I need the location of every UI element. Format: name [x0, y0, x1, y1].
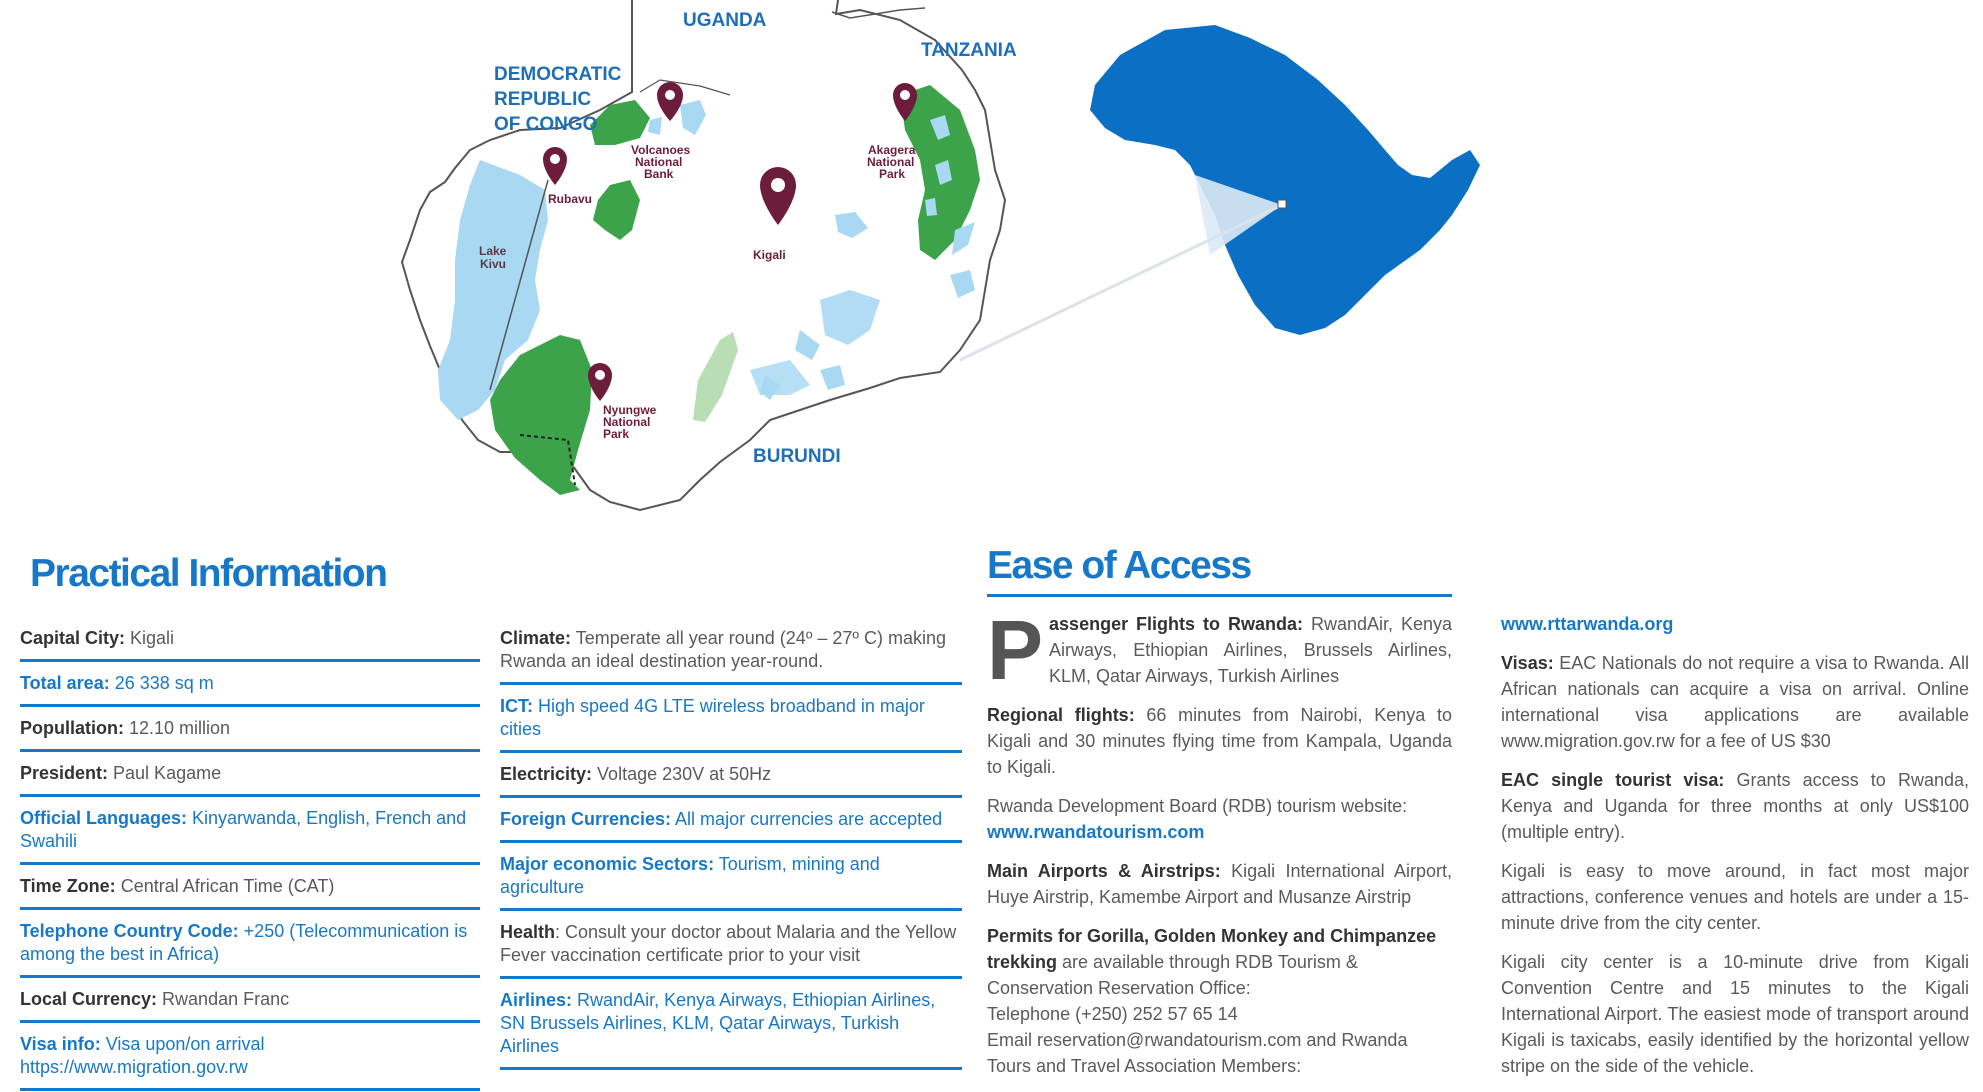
- label-drc-2: REPUBLIC: [494, 89, 592, 110]
- label-lake-1: Lake: [479, 244, 507, 258]
- info-key: Time Zone:: [20, 876, 116, 896]
- info-telephone: [20, 916, 480, 978]
- passenger-flights-label: assenger Flights to Rwanda:: [1049, 614, 1303, 634]
- label-akagera-1: Akagera: [868, 143, 916, 157]
- label-drc-3: OF CONGO: [494, 114, 598, 135]
- rdb-website-text: Rwanda Development Board (RDB) tourism website:: [987, 796, 1408, 816]
- info-value: High speed 4G LTE wireless broadband in major cities: [500, 696, 925, 739]
- info-value: All major currencies are accepted: [671, 809, 943, 829]
- kigali-center-text: Kigali city center is a 10-minute drive from Kigali Convention Centre and 15 minutes to the Kigali International Airport. The easiest mode of transport around Kigali is taxicabs, easily identified by the horizontal yellow stripe on the side of the vehicle.: [1501, 952, 1969, 1076]
- info-key: Local Currency:: [20, 989, 158, 1009]
- rttarwanda-link[interactable]: www.rttarwanda.org: [1501, 614, 1674, 634]
- info-value: +250 (Telecommunication is among the best in Africa): [20, 921, 468, 964]
- rwandatourism-link[interactable]: www.rwandatourism.com: [987, 822, 1205, 842]
- label-tanzania: TANZANIA: [921, 40, 1017, 61]
- visas: [1501, 650, 1969, 754]
- kigali-easy: [1501, 858, 1969, 936]
- label-akagera-2: National: [867, 155, 915, 169]
- visas-label: Visas:: [1501, 653, 1554, 673]
- label-uganda: UGANDA: [683, 10, 767, 31]
- info-sectors: [500, 849, 962, 911]
- passenger-flights-text: RwandAir, Kenya Airways, Ethiopian Airlines, Brussels Airlines, KLM, Qatar Airways, Turkish Airlines: [1049, 614, 1452, 686]
- practical-title: Practical Information: [30, 552, 387, 595]
- info-value[interactable]: Visa upon/on arrival https://www.migration.gov.rw: [20, 1034, 265, 1077]
- regional-flights-label: Regional flights:: [987, 705, 1135, 725]
- drop-cap: P: [987, 603, 1044, 697]
- main-airports-label: Main Airports & Airstrips:: [987, 861, 1221, 881]
- passenger-flights: [987, 603, 1452, 697]
- label-kigali: Kigali: [753, 248, 786, 262]
- rwanda-map: [0, 0, 1983, 520]
- permits-email: Email reservation@rwandatourism.com and Rwanda Tours and Travel Association Members:: [987, 1030, 1408, 1076]
- info-value: 12.10 million: [123, 718, 231, 738]
- info-key: President:: [20, 763, 109, 783]
- info-area: [20, 668, 480, 707]
- label-volcanoes-3: Bank: [644, 167, 674, 181]
- practical-left-column: [20, 623, 480, 1091]
- info-population: [20, 713, 480, 752]
- info-key: Foreign Currencies:: [500, 809, 672, 829]
- permits-label: Permits for Gorilla, Golden Monkey and Chimpanzee trekking: [987, 926, 1437, 972]
- label-rubavu: Rubavu: [548, 192, 593, 206]
- info-president: [20, 758, 480, 797]
- info-value: Tourism, mining and agriculture: [500, 854, 880, 897]
- info-health: [500, 917, 962, 979]
- info-value: Paul Kagame: [108, 763, 222, 783]
- info-ict: [500, 691, 962, 753]
- label-volcanoes-2: National: [635, 155, 683, 169]
- access-column-2: [1501, 611, 1969, 1092]
- info-key: Electricity:: [500, 764, 593, 784]
- info-key: Official Languages:: [20, 808, 188, 828]
- info-key: Total area:: [20, 673, 110, 693]
- info-value: Temperate all year round (24º – 27º C) making Rwanda an ideal destination year-round.: [500, 628, 947, 671]
- regional-flights: [987, 702, 1452, 780]
- practical-right-column: [500, 623, 962, 1070]
- label-volcanoes-1: Volcanoes: [631, 143, 691, 157]
- label-nyungwe-3: Park: [603, 427, 630, 441]
- africa-continent: [1090, 25, 1480, 335]
- main-airports-text: Kigali International Airport, Huye Airstrip, Kamembe Airport and Musanze Airstrip: [987, 861, 1452, 907]
- label-burundi: BURUNDI: [753, 446, 841, 467]
- info-key: Capital City:: [20, 628, 126, 648]
- kigali-center: [1501, 949, 1969, 1079]
- info-key: Climate:: [500, 628, 572, 648]
- permits-phone: Telephone (+250) 252 57 65 14: [987, 1004, 1238, 1024]
- info-value: Rwandan Franc: [157, 989, 290, 1009]
- rdb-website: [987, 793, 1452, 845]
- permits-text: are available through RDB Tourism & Conservation Reservation Office:: [987, 952, 1358, 998]
- info-value: 26 338 sq m: [109, 673, 214, 693]
- label-drc-1: DEMOCRATIC: [494, 64, 622, 85]
- info-currency: [20, 984, 480, 1023]
- label-nyungwe-2: National: [603, 415, 651, 429]
- info-visa[interactable]: [20, 1029, 480, 1091]
- info-value: RwandAir, Kenya Airways, Ethiopian Airlines, SN Brussels Airlines, KLM, Qatar Airways, Turkish Airlines: [500, 990, 936, 1056]
- info-key: Visa info:: [20, 1034, 101, 1054]
- info-key: Airlines:: [500, 990, 573, 1010]
- info-value: Kinyarwanda, English, French and Swahili: [20, 808, 467, 851]
- info-key: ICT:: [500, 696, 533, 716]
- info-key: Major economic Sectors:: [500, 854, 715, 874]
- visas-text: EAC Nationals do not require a visa to Rwanda. All African nationals can acquire a visa on arrival. Online international visa applications are available www.migration.gov.rw for a fee of US $30: [1501, 653, 1969, 751]
- regional-flights-text: 66 minutes from Nairobi, Kenya to Kigali and 30 minutes flying time from Kampala, Uganda to Kigali.: [987, 705, 1452, 777]
- info-value: Central African Time (CAT): [115, 876, 335, 896]
- info-climate: [500, 623, 962, 685]
- info-key: Popullation:: [20, 718, 124, 738]
- rtta-website: [1501, 611, 1969, 637]
- access-column-1: [987, 603, 1452, 1092]
- eac-visa-text: Grants access to Rwanda, Kenya and Uganda for three months at only US$100 (multiple entry).: [1501, 770, 1969, 842]
- info-key: Health: [500, 922, 556, 942]
- label-nyungwe-1: Nyungwe: [603, 403, 657, 417]
- info-airlines: [500, 985, 962, 1070]
- info-electricity: [500, 759, 962, 798]
- info-value: : Consult your doctor about Malaria and the Yellow Fever vaccination certificate prior to your visit: [500, 922, 957, 965]
- eac-visa: [1501, 767, 1969, 845]
- access-title: Ease of Access: [987, 544, 1251, 587]
- info-capital: [20, 623, 480, 662]
- info-key: Telephone Country Code:: [20, 921, 239, 941]
- main-airports: [987, 858, 1452, 910]
- info-foreign-currencies: [500, 804, 962, 843]
- permits: [987, 923, 1452, 1079]
- label-lake-2: Kivu: [480, 257, 507, 271]
- eac-visa-label: EAC single tourist visa:: [1501, 770, 1725, 790]
- info-timezone: [20, 871, 480, 910]
- info-languages: [20, 803, 480, 865]
- info-value: Voltage 230V at 50Hz: [592, 764, 772, 784]
- kigali-easy-text: Kigali is easy to move around, in fact most major attractions, conference venues and hotels are under a 15-minute drive from the city center.: [1501, 861, 1969, 933]
- info-value: Kigali: [125, 628, 175, 648]
- access-title-rule: [987, 594, 1452, 597]
- label-akagera-3: Park: [879, 167, 906, 181]
